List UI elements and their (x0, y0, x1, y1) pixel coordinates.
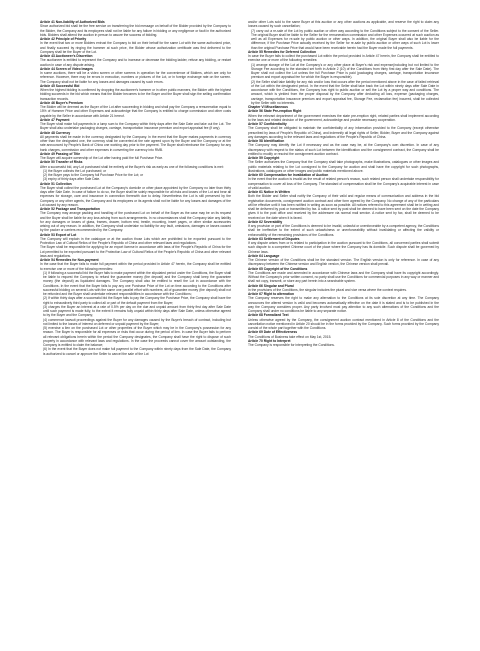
list-item: (2) the Buyer pays to the Company full Purchase Price for the Lot; or (43, 173, 144, 177)
paragraph: In the event that two or more Bidders entrust the Company to bid on their behalf for the same Lot with the same authorized price, and finally succeed by ringing the hammer at such price, the Bidder whose authorization certificate was first delivered to the Company shall be the Buyer of the Lot. (40, 41, 231, 54)
paragraph: The Seller authorizes the Company that the Company shall take photographs, make illustrations, catalogues or other images and public materials relating to the Lot consigned to the Company for auction and shall have the copyright for such photographs, illustrations, catalogues or other images and public materials mentioned above. (248, 160, 439, 173)
section-article-64-language (248, 254, 439, 267)
section-article-61-notice-in-written (248, 190, 439, 220)
article-heading: Article 48 Currency (40, 130, 71, 135)
section-article-54-remedies-for-non-payment (40, 258, 231, 356)
article-heading: Article 66 Singular and Plural (248, 283, 294, 288)
article-heading: Article 46 Buyer's Premium (40, 100, 83, 105)
section-article-62-severability (248, 220, 439, 237)
section-article-63-settlement-of-disputes (248, 237, 439, 254)
paragraph: The Buyer will acquire ownership of the Lot after having paid the full Purchase Price. (40, 156, 164, 160)
section-article-48-currency (40, 131, 231, 152)
section-article-58-identification (248, 139, 439, 156)
article-heading: Article 54 Remedies for Non-payment (40, 258, 99, 262)
paragraph: The Company is responsible for interpreting the Conditions. (248, 343, 335, 347)
left-column (40, 20, 231, 356)
article-heading: Article 41 Non-liability of Authorized Bids (40, 20, 105, 24)
paragraph: The Buyer shall be responsible for applying for an export license in accordance with laws of the People's Republic of China for the Lot permitted to be exported pursuant to the Protection Law of Cultural Relics of the People's Republic of China and other relevant laws and regulations. (40, 245, 231, 258)
list-item: (6) In the event that the Buyer does not make full payment to the Company within ninety days from the Sale Date, the Company is authorized to cancel or approve the Seller to cancel the sale of the Lot (43, 347, 231, 356)
article-heading: Article 63 Settlement of Disputes (248, 236, 300, 241)
article-heading: Article 61 Notice in Written (248, 190, 290, 194)
article-heading: Article 60 Compensation for Invalidation of Auction (248, 173, 329, 177)
section-article-67-right-to-alternation (248, 292, 439, 313)
paragraph: In case the Buyer fails to collect the purchased Lot within the period provided in Article 47 herein, the Company shall be entitled to exercise one or more of the following remedies: (248, 54, 439, 63)
paragraph: The Company reserves the right to make any alternation to the Conditions at its sole discretion at any time. The Company announces the altered version is valid and becomes automatically effective on the date it is stated and is to be published in the way the Company considers proper. Any party involved must pay attention to any such alternations of the Conditions and the Company shall under no conditions be liable to any separate notice. (248, 296, 439, 313)
section-article-53-export-of-lot (40, 233, 231, 259)
paragraph: Since authorized bid shall be the free service on transferring the bid message on behalf of the Bidder provided by the Company to the Bidder, the Company and its employees shall not be liable for any failure in bidding or any negligence or fault in the authorized bids. Bidders shall attend the auction in person to assure the success of bidding. (40, 24, 231, 37)
list-item: (2) the Seller shall take liability for any risk and/or loss that occurs after the period mentioned above in the case of failed retrieval of the Lot within the designated period. In the event that the Seller shall take back the Lot within ninety days after Sale Date in accordance with the Conditions, the Company has right to public auction or sell the Lot by a proper way and conditions. The amount, which is yielded from the proper disposal by the Company after deducting all loss, expense (packaging charges, carriage, transportation insurance premium and export appraisal fee, Storage Fee, reclamation fee) incurred, shall be collected by the Seller with no interests. (251, 79, 439, 105)
list-item: (1) the Buyer collects the Lot purchased; or (43, 168, 107, 173)
article-heading: Article 55 Remedies for Deferred Collection (248, 49, 316, 54)
list-item: (1) If following a successful bid the Buyer fails to make payment within the stipulated period under the Conditions, the Buyer shall be liable to request the Company to refund the guarantee money (the deposit) and the Company shall keep the guarantee money (the deposit) as liquidated damages. The Company shall also be entitled to resell the Lot in accordance with the Conditions. In the event that the Buyer fails to pay any one Purchase Price of the Lot on time according to the Conditions after successful bidding on several Lots with the same one parallel effort with numbers, all of guarantee money (the deposit) shall not be refunded and the Buyer shall undertake relevant responsibilities in accordance with the Conditions; (43, 270, 231, 296)
paragraph: Both the Bidder and Seller shall notify the Company of their valid and regular means of communication and address in the bid registration documents, consignment auction contract and other form agreed by the Company. No change of any of the particulars will be effective until it has been notified in writing as soon as possible. All notices referred to this agreement shall be in writing and shall be delivered by post or transmitted by fax. A notice sent by post shall be deemed to have been sent on the date the Company gives it to the post office and received by the addressee via normal mail service. A notice sent by fax, shall be deemed to be received on the date when it is faxed. (248, 194, 439, 220)
section-article-52-package-and-transportation (40, 207, 231, 233)
article-heading: Article 52 Package and Transportation (40, 207, 100, 211)
paragraph: The Company may identify the Lot if necessary and as the case may be, at the Company's own discretion. In case of any discrepancy with respect to the status of such Lot between the identification and the consignment contract, the Company shall be entitled to modify or rescind the consignment auction contract. (248, 143, 439, 156)
article-heading: Article 59 Copyright (248, 156, 280, 160)
section-continued-text (248, 20, 439, 50)
list-item: (7) carry out a re-sale of the Lot by public auction or other way according to the Conditions subject to the consent of the Seller. The original Buyer shall be liable to the Seller for the remuneration commission and other Expenses occurred at such auction as well as all Expenses for re-sale by public auction or other ways. In addition, the original Buyer shall also be liable for the difference, if the Purchase Price actually received by the Seller for re-sale by public auction or other ways of such Lot is lower than the original Purchase Price that would have been receivable herein had the Buyer made the full payments. (251, 28, 439, 50)
paragraph: All payments shall be made in the currency designated by the Company. In the event that the Buyer makes payments in currency other than the designated one, the currency shall be converted at the rate agreed upon by the Buyer and the Company or at the rate announced by People's Bank of China one working day prior to the payment. The Buyer shall reimburse the Company for any bank charges, commission and other expenses in converting the currency into RMB. (40, 134, 231, 152)
article-heading: Article 53 Export of Lot (40, 232, 77, 237)
article-heading: Article 49 Passing of Title (40, 151, 81, 156)
paragraph: The Company will explain in the catalogue or at the auction those Lots which are prohibited to be exported pursuant to the Protection Law of Cultural Relics of the People's Republic of China and other relevant laws and regulations. (40, 236, 231, 245)
paragraph: The Company may arrange packing and handling of the purchased Lot on behalf of the Buyer as the case may be on its request and the Buyer shall be liable for any loss arising from such arrangements. In no circumstances shall the Company take any liability for any damages or losses of glass, frames, drawer, bottom rest, trestle, mounting, insert pages, or other similar accessories arising out of any reason. In addition, the Company shall undertake no liability for any fault, omissions, damages or losses caused by the packer or carriers recommended by the Company. (40, 211, 231, 233)
section-article-55-remedies-for-deferred-collection (248, 50, 439, 105)
list-item: (3) expiry of thirty days after Sale Date. (43, 177, 101, 182)
paragraph: Unless otherwise agreed by the Company, the consignment auction contract mentioned in Article 8 of the Conditions and the cancellation notice mentioned in Article 20 should be in the forms provided by the Company. Such forms provided by the Company consist of the whole part together with the Conditions. (248, 317, 439, 330)
article-heading: Article 70 Right to Interpret (248, 338, 291, 343)
right-column (248, 20, 439, 347)
article-heading: Article 42 Principle of Priority (40, 37, 87, 41)
paragraph: If any dispute arises from or is related to participation in the auction pursuant to the Conditions, all concerned parties shall submit such dispute to a competent Chinese court of the place where the Company has its domicile. Such dispute shall be governed by Chinese laws. (248, 241, 439, 254)
article-heading: Article 56 State Pre-emption Right (248, 109, 302, 114)
section-article-69-date-of-effectiveness (248, 330, 439, 339)
section-article-59-copyright (248, 156, 439, 173)
article-heading: Article 67 Right to alternation (248, 292, 294, 296)
paragraph: If any provision or part of the Conditions is deemed to be invalid, unlawful or unenforceable by a competent agency, the Conditions shall be ineffective to the extent of such unlawfulness or unenforceability without invalidating or affecting the validity or enforceability of the remaining provisions of the Conditions. (248, 224, 439, 237)
article-heading: Article 51 Collection (40, 181, 72, 186)
paragraph: The Conditions of Business take effect on May 1st, 2015. (248, 334, 332, 339)
section-article-68-formalized-text (248, 313, 439, 330)
list-item: (3) charges the Buyer an interest at a rate of 0.5% per day on the due and unpaid amount from thirty first day after Sale Date until such payment is made fully, to the extent it remains fully unpaid within thirty days after Sale Date, unless otherwise agreed to by the Buyer and the Company; (43, 304, 231, 318)
paragraph: In the case that the Buyer fails to make full payment within the period provided in Article 47 herein, the Company shall be entitled to exercise one or more of the following remedies: (40, 262, 231, 271)
article-heading: Article 64 Language (248, 253, 280, 258)
article-heading: Article 58 Identification (248, 139, 285, 143)
article-heading: Article 50 Transfer of Risks (40, 160, 83, 165)
section-article-46-buyer-s-premium (40, 101, 231, 118)
chapter-heading: Chapter VI Miscellaneous (248, 105, 288, 109)
paragraph: When the relevant department of the government exercises the state pre-emption right, related parties shall implement according to the laws and related decision of the government, acknowledge and provide necessary cooperation. (248, 113, 439, 122)
section-article-60-compensation-for-invalidation-of-auction (248, 173, 439, 190)
paragraph: The Buyer shall collect the purchased Lot at the Company's domicile or other place appointed by the Company no later than thirty days after Sale Date. In case of failure to do so, the Buyer shall be solely responsible for all risks and losses of the Lot and bear all expenses for storage, care and insurance in connection therewith due to delay. Nevertheless the Lot is still preserved by the Company or any other agents, the Company and its employees or its agents shall not be liable for any losses and damages of the Lot caused by any reason. (40, 185, 231, 207)
paragraph: In the provisions of the Conditions, the singular includes the plural and vice versa where the context requires. (248, 287, 407, 292)
list-item: (1) arrange storage of the Lot at the Company's or any other place at Buyer's risk and expense(including but not limited to the Storage Fee according to the standard set forth in Article 2 (10) of the Conditions from thirty first day after the Sale Date). The Buyer shall not collect the Lot unless the full Purchase Price is paid (packaging charges, carriage, transportation insurance premium and export appraisal fee for which the Buyer is responsible). (251, 62, 439, 80)
paragraph: In the event that the auction is invalid as the result of related person's reason, such related person shall undertake responsibility for compensation to cover all loss of the Company. The standard of compensation shall be the Company's acquirable interest in case of valid auction. (248, 177, 439, 190)
article-heading: Article 44 Screen of Video Images (40, 66, 93, 71)
paragraph: In some auctions, there will be a video screen or other screens in operation for the convenience of Bidders, which are only for reference. However, there may be errors in execution, numbers or pictures of the Lot, or in foreign exchange rate on the screen. The Company shall not be liable for any losses and damages caused by such errors. (40, 71, 231, 84)
paragraph: The Chinese version of the Conditions shall be the standard version. The English version is only for reference. In case of any discrepancy between the Chinese version and English version, the Chinese version shall prevail. (248, 258, 439, 267)
section-article-57-confidentiality (248, 122, 439, 139)
article-heading: Article 57 Confidentiality (248, 122, 287, 126)
section-article-42-principle-of-priority (40, 37, 231, 54)
article-heading: Article 62 Severability (248, 219, 283, 224)
list-item: (5) exercise a lien on the purchased Lot or other properties of the Buyer which may be in the Company's possession for any reason. The Buyer is responsible for all expenses or risks that occur during the period of lien. In case the Buyer fails to perform all relevant obligations herein within the period the Company designates, the Company shall have the right to dispose of such property in accordance with relevant laws and regulations. In the case the proceeds cannot cover the amount outstanding, the Company is entitled to claim the balance; (43, 326, 231, 347)
list-item: (2) If within thirty days after a successful bid the Buyer fails to pay the Company the Purchase Price, the Company shall have the right to exhaustively third party to collect all or part of the default payment from the Buyer; (43, 296, 231, 305)
section-article-47-payment (40, 118, 231, 131)
section-article-50-transfer-of-risks (40, 160, 231, 181)
section-article-56-state-pre-emption-right (248, 109, 439, 122)
section-article-44-screen-of-video-images (40, 67, 231, 84)
article-heading: Article 45 Successful Bid (40, 83, 80, 88)
section-article-51-collection (40, 182, 231, 208)
paragraph: After a successful bid, any Lot purchased shall be entirely at the Buyer's risk as early as one of the following conditions is met: (40, 164, 224, 169)
section-article-45-successful-bid (40, 84, 231, 101)
paragraph: The Buyer shall make full payments in a lump sum to the Company within thirty days after the Sale Date and take out the Lot. The Buyer shall also undertake packaging charges, carriage, transportation insurance premium and export appraisal fee (if any). (40, 122, 231, 131)
list-item: (4) commence lawsuit proceedings against the Buyer for any damages caused by the Buyer's breach of contract, including but not limited to the losses of interest on deferred or unpaid payment by the Buyer; (43, 317, 231, 326)
paragraph: The Company shall be obligated to maintain the confidentiality of any information provided to the Company (except otherwise prescribed by laws of People's Republic of China), and indemnify all legal rights of Seller, Bidder, Buyer and the Company against any damages according to the relevant laws and regulations of the People's Republic of China. (248, 126, 439, 139)
section-article-65-copyright-of-the-conditions (248, 267, 439, 284)
paragraph: The Bidder will be deemed as the Buyer of the Lot after succeeding in bidding and shall pay the Company a remuneration equal to 15% of Hammer Price and other Expenses and acknowledge that the Company is entitled to charge commission and other costs payable by the Seller in accordance with Article 21 hereof. (40, 105, 231, 118)
paragraph: and/or other Lots sold to the same Buyer at this auction or any other auctions as applicable, and reserve the right to claim any losses caused by such cancellation; (248, 20, 439, 29)
paragraph: The Conditions are made and amended in accordance with Chinese laws and the Company shall have its copyright accordingly. Without the Company's prior written consent, no party shall use the Conditions for commercial purposes in any way or manner and shall not copy, transmit, or store any part herein into a searchable system. (248, 270, 439, 284)
article-heading: Article 47 Payment (40, 117, 70, 122)
section-article-43-auctioneer-s-discretion (40, 54, 231, 67)
article-heading: Article 69 Date of Effectiveness (248, 330, 298, 335)
paragraph: When the highest bidding is confirmed by dropping the auctioneer's hammer or in other public manners, the Bidder with the highest bidding succeeds in the bid which means that the Bidder becomes to be the Buyer and the Buyer shall sign the selling confirmation transaction records. (40, 88, 231, 101)
section-article-41-non-liability-of-authorized-bids (40, 20, 231, 37)
section-article-70-right-to-interpret (248, 339, 439, 348)
section-article-49-passing-of-title (40, 152, 231, 161)
article-heading: Article 65 Copyright of the Conditions (248, 266, 308, 271)
paragraph: The auctioneer is entitled to represent the Company and to increase or decrease the bidding ladder, refuse any bidding, or restart auction in case of any dispute arising. (40, 58, 231, 67)
section-article-66-singular-and-plural (248, 284, 439, 293)
article-heading: Article 68 Formalized Text (248, 313, 289, 318)
article-heading: Article 43 Auctioneer's Discretion (40, 54, 93, 58)
